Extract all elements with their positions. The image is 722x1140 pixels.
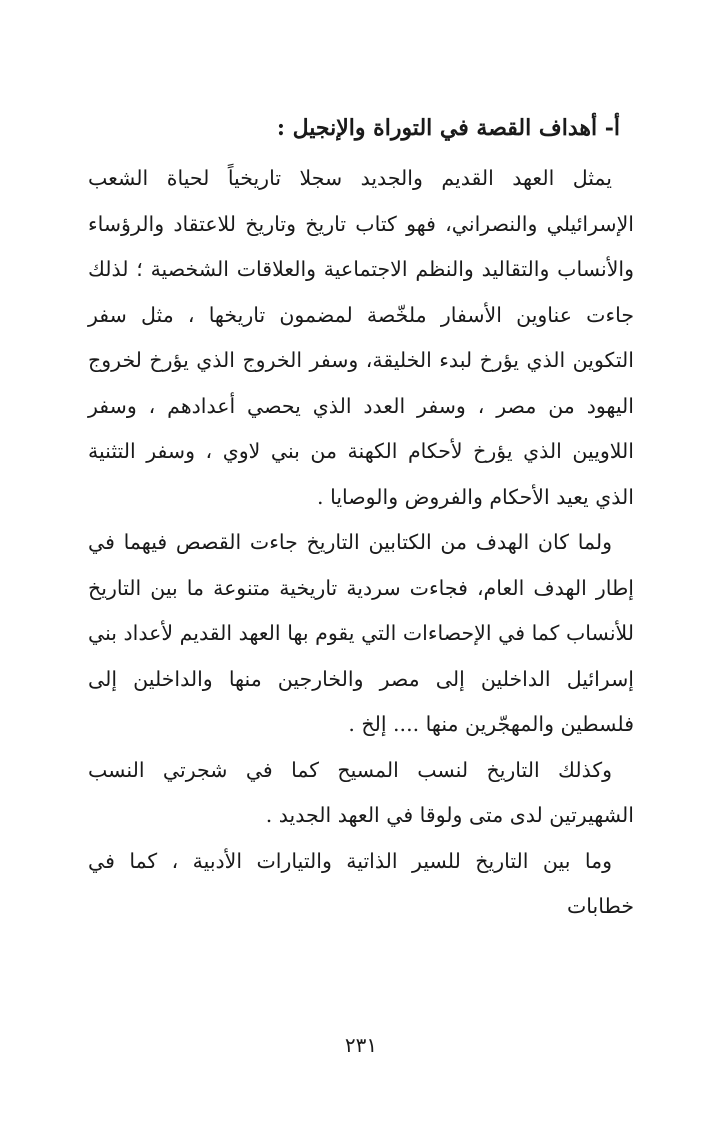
- paragraph-4: وما بين التاريخ للسير الذاتية والتيارات الأدبية ، كما في خطابات: [88, 848, 634, 918]
- section-heading: أ- أهداف القصة في التوراة والإنجيل :: [276, 115, 620, 141]
- paragraph-2: ولما كان الهدف من الكتابين التاريخ جاءت القصص فيهما في إطار الهدف العام، فجاءت سردية تاريخية متنوعة ما بين التاريخ للأنساب كما في الإحصاءات التي يقوم بها العهد القديم لأعداد بني إسرائيل الداخلين إلى مصر والخارجين منها والداخلين إلى فلسطين والمهجّرين منها .... إلخ .: [88, 530, 634, 736]
- paragraph-3: وكذلك التاريخ لنسب المسيح كما في شجرتي النسب الشهيرتين لدى متى ولوقا في العهد الجديد .: [88, 757, 634, 827]
- paragraph-1: يمثل العهد القديم والجديد سجلا تاريخياً لحياة الشعب الإسرائيلي والنصراني، فهو كتاب تاريخ وتاريخ للاعتقاد والرؤساء والأنساب والتقاليد والنظم الاجتماعية والعلاقات الشخصية ؛ لذلك جاءت عناوين الأسفار ملخّصة لمضمون تاريخها ، مثل سفر التكوين الذي يؤرخ لبدء الخليقة، وسفر الخروج الذي يؤرخ لخروج اليهود من مصر ، وسفر العدد الذي يحصي أعدادهم ، وسفر اللاويين الذي يؤرخ لأحكام الكهنة من بني لاوي ، وسفر التثنية الذي يعيد الأحكام والفروض والوصايا .: [88, 166, 634, 509]
- page-number: ٢٣١: [344, 1033, 378, 1057]
- page-content: [88, 108, 634, 930]
